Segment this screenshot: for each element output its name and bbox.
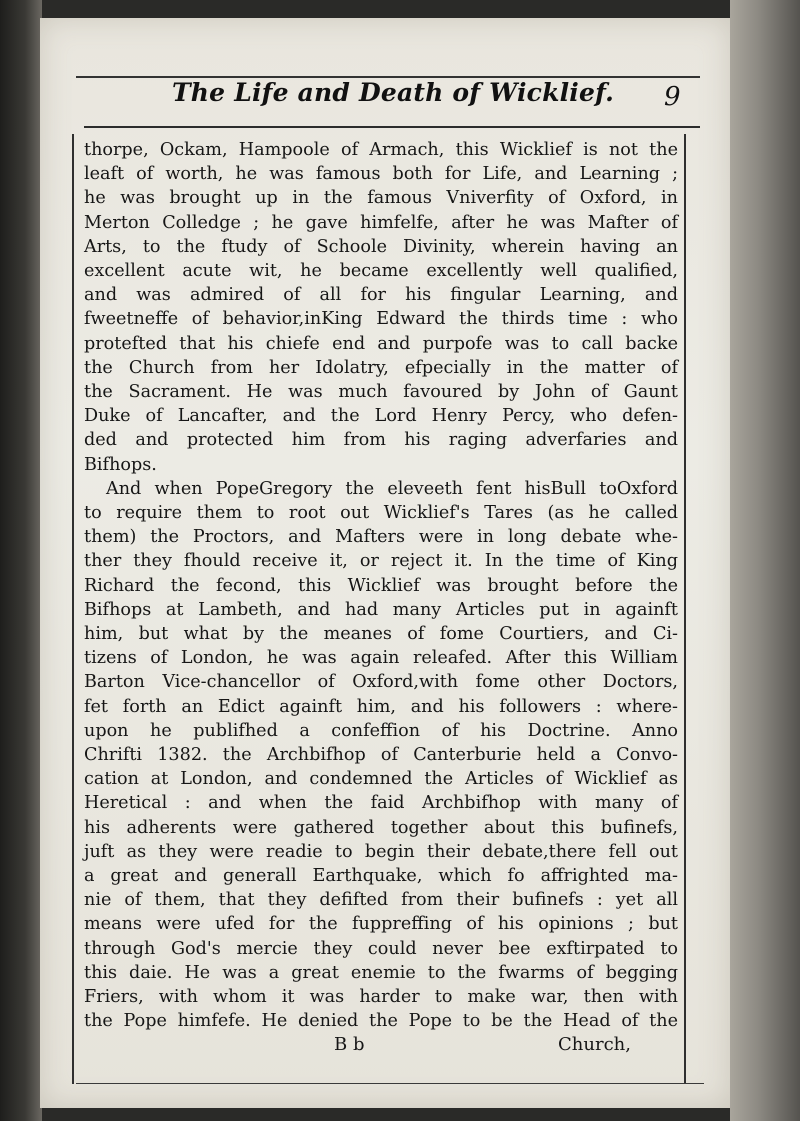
text-line: nie of them, that they defifted from their bufinefs : yet all bbox=[84, 890, 678, 911]
text-line: And when PopeGregory the eleveeth fent hisBull toOxford bbox=[106, 478, 678, 499]
book-page bbox=[40, 18, 730, 1108]
catchword: Church, bbox=[558, 1034, 631, 1056]
text-line: ther they fhould receive it, or reject it. In the time of King bbox=[84, 551, 678, 572]
text-line: Friers, with whom it was harder to make war, then with bbox=[84, 987, 678, 1007]
text-line: Duke of Lancafter, and the Lord Henry Percy, who defen- bbox=[84, 406, 678, 427]
text-line: this daie. He was a great enemie to the fwarms of begging bbox=[84, 962, 678, 983]
body-text-block bbox=[72, 134, 686, 1084]
text-line: thorpe, Ockam, Hampoole of Armach, this Wicklief is not the bbox=[84, 140, 678, 160]
signature-mark: B b bbox=[334, 1034, 365, 1056]
text-line: through God's mercie they could never bee exftirpated to bbox=[84, 938, 678, 959]
text-line: he was brought up in the famous Vniverfity of Oxford, in bbox=[84, 188, 678, 209]
text-line: cation at London, and condemned the Articles of Wicklief as bbox=[84, 769, 678, 790]
text-line: fweetneffe of behavior,inKing Edward the thirds time : who bbox=[84, 309, 678, 330]
page-number: 9 bbox=[664, 82, 681, 112]
text-line: a great and generall Earthquake, which fo affrighted ma- bbox=[84, 866, 678, 886]
text-line: leaft of worth, he was famous both for Life, and Learning ; bbox=[84, 164, 678, 185]
catchword-line bbox=[84, 1033, 678, 1057]
text-line: ded and protected him from his raging adverfaries and bbox=[84, 430, 678, 451]
page-header bbox=[40, 78, 730, 122]
bottom-rule bbox=[76, 1083, 704, 1084]
text-line: fet forth an Edict againft him, and his followers : where- bbox=[84, 696, 678, 717]
text-line: tizens of London, he was again releafed. After this William bbox=[84, 648, 678, 669]
text-line: them) the Proctors, and Mafters were in long debate whe- bbox=[84, 527, 678, 548]
text-line: Bifhops at Lambeth, and had many Articles put in againft bbox=[84, 599, 678, 620]
text-line: means were ufed for the fuppreffing of his opinions ; but bbox=[84, 914, 678, 935]
text-line: the Pope himfefe. He denied the Pope to be the Head of the bbox=[84, 1011, 678, 1032]
scan-background-right bbox=[730, 0, 800, 1121]
text-line: Bifhops. bbox=[84, 454, 157, 475]
text-line: Arts, to the ftudy of Schoole Divinity, wherein having an bbox=[84, 236, 678, 257]
text-line: excellent acute wit, he became excellently well qualified, bbox=[84, 261, 678, 281]
text-line: Richard the fecond, this Wicklief was brought before the bbox=[84, 575, 678, 596]
text-line: Barton Vice-chancellor of Oxford,with fome other Doctors, bbox=[84, 672, 678, 693]
facing-page-edge bbox=[0, 0, 42, 1121]
text-line: Heretical : and when the faid Archbifhop with many of bbox=[84, 793, 678, 814]
text-line: the Church from her Idolatry, efpecially in the matter of bbox=[84, 357, 678, 378]
text-line: to require them to root out Wicklief's Tares (as he called bbox=[84, 503, 678, 523]
text-line: the Sacrament. He was much favoured by John of Gaunt bbox=[84, 382, 678, 402]
text-line: his adherents were gathered together about this bufinefs, bbox=[84, 817, 678, 838]
text-line: juft as they were readie to begin their debate,there fell out bbox=[84, 841, 678, 862]
text-line: him, but what by the meanes of fome Courtiers, and Ci- bbox=[84, 624, 678, 644]
header-rule bbox=[84, 126, 700, 128]
text-line: Merton Colledge ; he gave himfelfe, after he was Mafter of bbox=[84, 212, 678, 233]
text-line: Chrifti 1382. the Archbifhop of Canterburie held a Convo- bbox=[84, 745, 678, 765]
text-line: and was admired of all for his fingular Learning, and bbox=[84, 285, 678, 306]
running-title: The Life and Death of Wicklief. bbox=[172, 78, 615, 107]
text-line: protefted that his chiefe end and purpofe was to call backe bbox=[84, 333, 678, 354]
text-line: upon he publifhed a confeffion of his Doctrine. Anno bbox=[84, 720, 678, 741]
